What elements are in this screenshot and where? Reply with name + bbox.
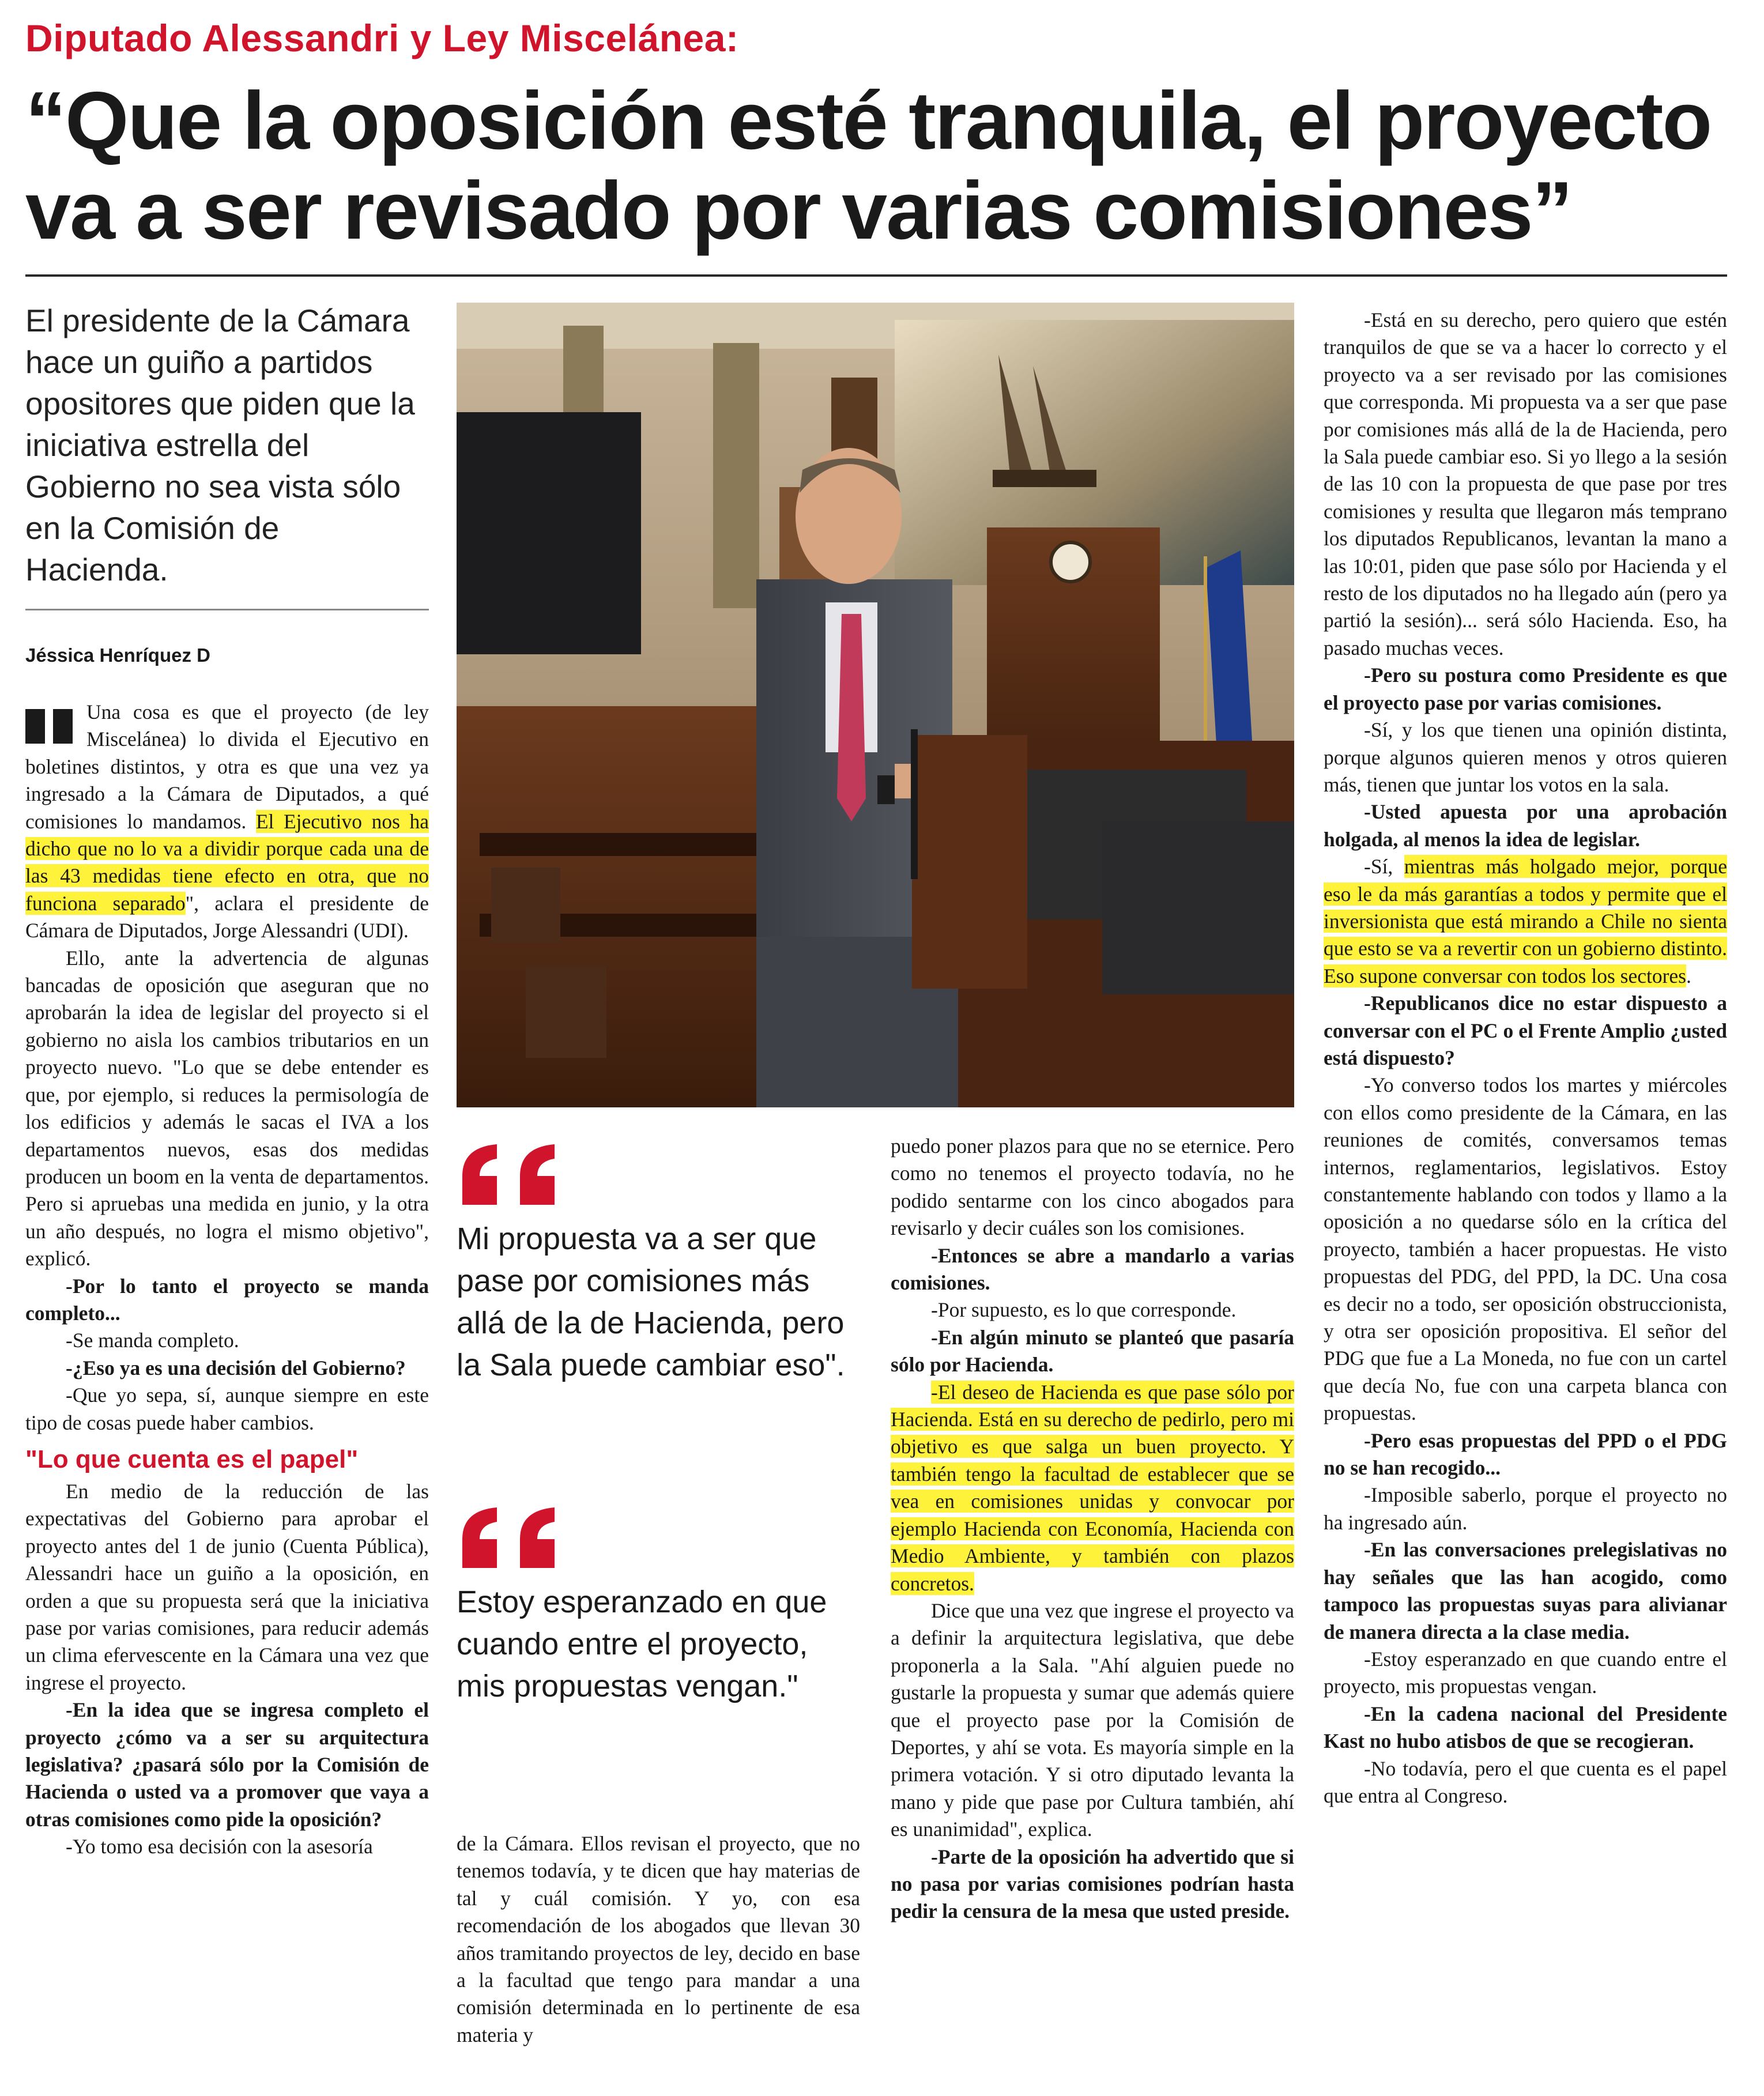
quote-mark-icon <box>457 1505 566 1574</box>
column-1 <box>25 699 429 1861</box>
paragraph: de la Cámara. Ellos revisan el proyecto, que no tenemos todavía, y te dicen que hay materias de tal y cuál comisión. Y yo, con esa recomendación de los abogados que llevan 30 años tramitando proyectos de ley, decido en base a la facultad que tengo para mandar a una comisión determinada en lo pertinente de esa materia y <box>457 1832 860 2046</box>
deck-rule <box>25 609 429 610</box>
answer: -Yo tomo esa decisión con la asesoría <box>66 1835 373 1858</box>
answer: -Estoy esperanzado en que cuando entre el proyecto, mis propuestas vengan. <box>1324 1647 1727 1698</box>
photo-illustration <box>457 303 1294 1107</box>
lead-text-a: Una cosa es que el proyecto (de ley Miscelánea) lo divida el Ejecutivo en boletines distintos, y otra es que una vez ya ingresado a la Cámara de Diputados, a qué comisiones lo mandamos. <box>25 700 429 833</box>
paragraph: Dice que una vez que ingrese el proyecto va a definir la arquitectura legislativa, que debe proponerla a la Sala. "Ahí alguien puede no gustarle la propuesta y sumar que además quiere que el proyecto pase por la Comisión de Deportes, y ahí se vota. Es mayoría simple en la primera votación. Y si otro diputado levanta la mano y pide que pase por Cultura también, ahí es unanimidad", explica. <box>891 1599 1294 1841</box>
question: -Republicanos dice no estar dispuesto a conversar con el PC o el Frente Amplio ¿usted está dispuesto? <box>1324 992 1727 1069</box>
highlight-quote-2: -El deseo de Hacienda es que pase sólo por Hacienda. Está en su derecho de pedirlo, pero mi objetivo es que salga un buen proyecto. Y también tengo la facultad de establecer que se vea en comisiones unidas y convocar por ejemplo Hacienda con Economía, Hacienda con Medio Ambiente, y también con plazos concretos. <box>891 1380 1294 1595</box>
answer: -Que yo sepa, sí, aunque siempre en este tipo de cosas puede haber cambios. <box>25 1383 429 1434</box>
answer: -Imposible saberlo, porque el proyecto no ha ingresado aún. <box>1324 1483 1727 1534</box>
highlight-quote-3: mientras más holgado mejor, porque eso le da más garantías a todos y permite que el inversionista que está mirando a Chile no sienta que esto se va a revertir con un gobierno distinto. Eso supone conversar con todos los sectores <box>1324 855 1727 987</box>
question: -Parte de la oposición ha advertido que si no pasa por varias comisiones podrían hasta pedir la censura de la mesa que usted preside. <box>891 1845 1294 1923</box>
answer: -Yo converso todos los martes y miércoles con ellos como presidente de la Cámara, en las reuniones de comités, conversamos temas internos, reglamentarios, legislativos. Estoy constantemente hablando con todos y llamo a la oposición a no quedarse sólo en la crítica del proyecto, también a hacer propuestas. He visto propuestas del PDG, del PPD, la DC. Una cosa es decir no a todo, ser oposición obstruccionista, y otra ser oposición propositiva. El señor del PDG que fue a La Moneda, no fue con un cartel que decía No, fue con una carpeta blanca con propuestas. <box>1324 1073 1727 1425</box>
answer: -Por supuesto, es lo que corresponde. <box>931 1298 1237 1322</box>
pull-quote-text-1: Mi propuesta va a ser que pase por comisiones más allá de la de Hacienda, pero la Sala puede cambiar eso". <box>457 1222 845 1382</box>
lead-paragraph <box>25 699 429 945</box>
pull-quote-1 <box>457 1141 860 1386</box>
question: -En las conversaciones prelegislativas no hay señales que las han acogido, como tampoco las propuestas suyas para alivianar de manera directa a la clase media. <box>1324 1538 1727 1643</box>
column-3 <box>891 1133 1294 1925</box>
question: -En la idea que se ingresa completo el proyecto ¿cómo va a ser su arquitectura legislativa? ¿pasará sólo por la Comisión de Hacienda o usted va a promover que vaya a otras comisiones como pide la oposición? <box>25 1698 429 1831</box>
subheading: "Lo que cuenta es el papel" <box>25 1445 359 1473</box>
question: -¿Eso ya es una decisión del Gobierno? <box>66 1356 406 1379</box>
answer-prefix: -Sí, <box>1364 855 1404 879</box>
question: -En la cadena nacional del Presidente Kast no hubo atisbos de que se recogieran. <box>1324 1702 1727 1753</box>
kicker: Diputado Alessandri y Ley Miscelánea: <box>25 17 739 59</box>
question: -Pero esas propuestas del PPD o el PDG no se han recogido... <box>1324 1428 1727 1480</box>
pull-quote-2 <box>457 1505 860 1707</box>
headline-line-1: “Que la oposición esté tranquila, el proyecto <box>25 75 1712 167</box>
question: -Entonces se abre a mandarlo a varias comisiones. <box>891 1243 1294 1295</box>
question: -Usted apuesta por una aprobación holgada, al menos la idea de legislar. <box>1324 800 1727 851</box>
answer-suffix: . <box>1686 964 1691 987</box>
question: -En algún minuto se planteó que pasaría sólo por Hacienda. <box>891 1325 1294 1377</box>
question: -Por lo tanto el proyecto se manda completo... <box>25 1274 429 1325</box>
quote-mark-icon <box>457 1141 566 1211</box>
highlight-quote-1: El Ejecutivo nos ha dicho que no lo va a dividir porque cada una de las 43 medidas tiene efecto en otra, que no funciona separado <box>25 809 429 915</box>
answer: -Sí, y los que tienen una opinión distinta, porque algunos quieren menos y otros quieren más, tienen que juntar los votos en la sala. <box>1324 718 1727 796</box>
headline <box>25 76 1743 256</box>
answer: -Está en su derecho, pero quiero que estén tranquilos de que se va a hacer lo correcto y el proyecto va a ser revisado por las comisiones que corresponda. Mi propuesta va a ser que pase por comisiones más allá de la de Hacienda, pero la Sala puede cambiar eso. Si yo llego a la sesión de las 10 con la propuesta de que pase por tres comisiones y resulta que llegaron más temprano los diputados Republicanos, levantan la mano a las 10:01, piden que pase sólo por Hacienda y el resto de los diputados no ha llegado aún (pero ya partió la sesión)... será sólo Hacienda. Eso, ha pasado muchas veces. <box>1324 308 1727 659</box>
column-2 <box>457 1830 860 2049</box>
answer <box>891 1379 1294 1597</box>
deck: El presidente de la Cámara hace un guiño a partidos opositores que piden que la iniciativa estrella del Gobierno no sea vista sólo en la Comisión de Hacienda. <box>25 303 415 587</box>
answer: -Se manda completo. <box>66 1329 239 1352</box>
column-4 <box>1324 307 1727 1810</box>
paragraph: En medio de la reducción de las expectativas del Gobierno para aprobar el proyecto antes del 1 de junio (Cuenta Pública), Alessandri hace un guiño a la oposición, en orden a que su propuesta será que la iniciativa pase por varias comisiones, para reducir además un clima efervescente en la Cámara una vez que ingrese el proyecto. <box>25 1479 429 1694</box>
headline-line-2: va a ser revisado por varias comisiones” <box>25 165 1572 257</box>
top-rule <box>25 274 1727 277</box>
answer: -No todavía, pero el que cuenta es el papel que entra al Congreso. <box>1324 1756 1727 1807</box>
answer <box>1324 853 1727 990</box>
question: -Pero su postura como Presidente es que el proyecto pase por varias comisiones. <box>1324 664 1727 714</box>
lead-text-b: ", aclara el presidente de Cámara de Diputados, Jorge Alessandri (UDI). <box>25 891 429 943</box>
paragraph: puedo poner plazos para que no se eternice. Pero como no tenemos el proyecto todavía, no he podido sentarme con los cinco abogados para revisarlo y decir cuáles son los comisiones. <box>891 1134 1294 1240</box>
paragraph: Ello, ante la advertencia de algunas bancadas de oposición que aseguran que no aprobarán la idea de legislar del proyecto si el gobierno no aisla los cambios tributarios en un proyecto nuevo. "Lo que se debe entender es que, por ejemplo, si reduces la permisología de los edificios y además le sacas el IVA a los departamentos nuevos, esas dos medidas producen un boom en la venta de departamentos. Pero si apruebas una medida en junio, y la otra un año después, no logra el mismo objetivo", explicó. <box>25 946 429 1271</box>
photo-alessandri-chamber <box>457 303 1294 1107</box>
pull-quote-text-2: Estoy esperanzado en que cuando entre el proyecto, mis propuestas vengan." <box>457 1585 827 1703</box>
byline: Jéssica Henríquez D <box>25 644 210 666</box>
quote-mark-icon <box>25 706 78 744</box>
